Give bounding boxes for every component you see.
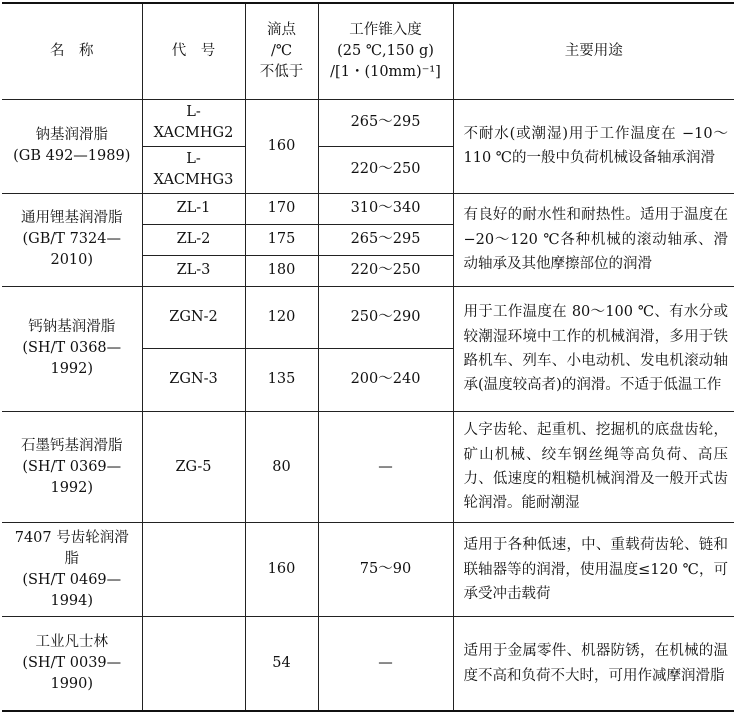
penetration-cell: 265～295 [318,99,453,146]
grease-name-cell: 石墨钙基润滑脂 (SH/T 0369—1992) [2,411,142,522]
code-cell: ZGN-2 [142,286,245,348]
usage-cell: 有良好的耐水性和耐热性。适用于温度在 −20～120 ℃各种机械的滚动轴承、滑动轴承及其他摩擦部位的润滑 [453,193,734,286]
grease-table [2,2,734,712]
table-row [2,523,734,617]
table-row [2,411,734,522]
grease-name-cell: 钠基润滑脂 (GB 492—1989) [2,99,142,193]
table-row [2,286,734,348]
code-cell: ZGN-3 [142,348,245,411]
code-cell: L-XACMHG3 [142,146,245,193]
drop-point-cell: 54 [245,617,318,711]
grease-name-cell: 通用锂基润滑脂 (GB/T 7324—2010) [2,193,142,286]
header-penetration: 工作锥入度 (25 ℃,150 g) /[1・(10mm)⁻¹] [318,3,453,99]
header-usage: 主要用途 [453,3,734,99]
drop-point-cell: 160 [245,523,318,617]
penetration-cell: 220～250 [318,146,453,193]
drop-point-cell: 180 [245,255,318,286]
header-code: 代 号 [142,3,245,99]
usage-cell: 不耐水(或潮湿)用于工作温度在 −10～110 ℃的一般中负荷机械设备轴承润滑 [453,99,734,193]
grease-name-cell: 工业凡士林 (SH/T 0039—1990) [2,617,142,711]
penetration-cell: 310～340 [318,193,453,224]
usage-cell: 适用于各种低速，中、重载荷齿轮、链和联轴器等的润滑，使用温度≤120 ℃，可承受冲击载荷 [453,523,734,617]
drop-point-cell: 175 [245,224,318,255]
grease-name-cell: 7407 号齿轮润滑脂 (SH/T 0469—1994) [2,523,142,617]
code-cell: L-XACMHG2 [142,99,245,146]
penetration-cell: — [318,411,453,522]
penetration-cell: 265～295 [318,224,453,255]
drop-point-cell: 80 [245,411,318,522]
table-row [2,99,734,146]
usage-cell: 用于工作温度在 80～100 ℃、有水分或较潮湿环境中工作的机械润滑，多用于铁路机车、列车、小电动机、发电机滚动轴承(温度较高者)的润滑。不适于低温工作 [453,286,734,411]
penetration-cell: 250～290 [318,286,453,348]
penetration-cell: 75～90 [318,523,453,617]
code-cell: ZL-1 [142,193,245,224]
drop-point-cell: 160 [245,99,318,193]
grease-name-cell: 钙钠基润滑脂 (SH/T 0368—1992) [2,286,142,411]
usage-cell: 适用于金属零件、机器防锈，在机械的温度不高和负荷不大时，可用作减摩润滑脂 [453,617,734,711]
penetration-cell: 220～250 [318,255,453,286]
drop-point-cell: 120 [245,286,318,348]
header-drop-point: 滴点 /℃ 不低于 [245,3,318,99]
header-name: 名 称 [2,3,142,99]
usage-cell: 人字齿轮、起重机、挖掘机的底盘齿轮，矿山机械、绞车钢丝绳等高负荷、高压力、低速度的粗糙机械润滑及一般开式齿轮润滑。能耐潮湿 [453,411,734,522]
code-cell: ZL-2 [142,224,245,255]
code-cell: ZG-5 [142,411,245,522]
penetration-cell: — [318,617,453,711]
table-row [2,617,734,711]
table-row [2,193,734,224]
drop-point-cell: 170 [245,193,318,224]
drop-point-cell: 135 [245,348,318,411]
code-cell [142,523,245,617]
code-cell: ZL-3 [142,255,245,286]
penetration-cell: 200～240 [318,348,453,411]
code-cell [142,617,245,711]
